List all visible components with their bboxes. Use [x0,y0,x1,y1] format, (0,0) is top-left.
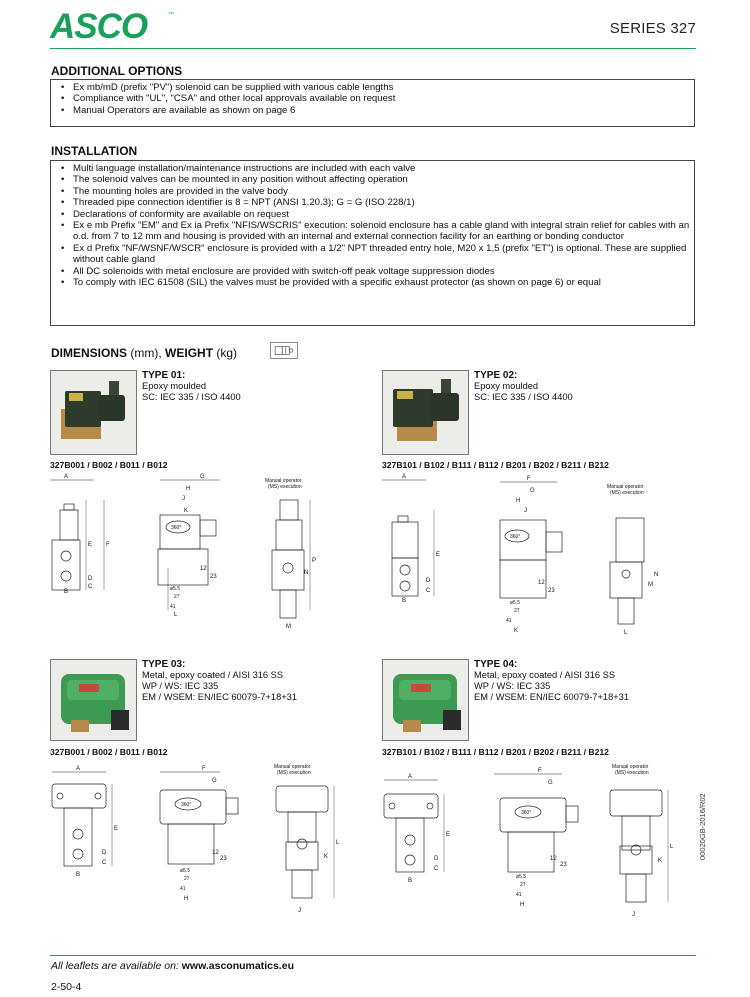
type-03-front-view [52,766,118,878]
svg-text:G: G [530,488,535,494]
svg-text:A: A [402,474,407,480]
footer-url[interactable]: www.asconumatics.eu [181,960,294,972]
list-item: • Declarations of conformity are available on request [59,209,694,220]
svg-text:360°: 360° [521,810,532,816]
svg-text:C: C [434,866,439,872]
type-01-info: TYPE 01: Epoxy moulded SC: IEC 335 / ISO 4400 [142,370,241,402]
svg-text:(MS) execution: (MS) execution [277,770,311,776]
svg-text:12: 12 [200,566,207,572]
svg-text:ø5.5: ø5.5 [516,874,527,880]
svg-text:H: H [516,498,521,504]
svg-text:(MS) execution: (MS) execution [610,490,644,496]
series-title: SERIES 327 [609,20,696,37]
installation-box [50,160,695,326]
svg-text:K: K [324,854,329,860]
type-03-models: 327B001 / B002 / B011 / B012 [50,747,168,757]
svg-text:27: 27 [514,608,520,614]
list-item: • Ex e mb Prefix "EM" and Ex ia Prefix "NFIS/WSCRIS" execution: solenoid enclosure has a cable gland with integral strain relief for cables with an o.d. from 7 to 12 mm and housing is provided with an internal and external connection facility for an earthing or bonding conductor [59,220,694,243]
type-02-info: TYPE 02: Epoxy moulded SC: IEC 335 / ISO 4400 [474,370,573,402]
svg-text:ø5.5: ø5.5 [170,586,181,592]
svg-text:L: L [336,840,340,846]
type-04-info: TYPE 04: Metal, epoxy coated / AISI 316 SS WP / WS: IEC 335 EM / WSEM: EN/IEC 60079-7+18+31 [474,659,630,702]
svg-text:G: G [200,474,205,480]
svg-text:23: 23 [548,588,555,594]
svg-text:B: B [402,598,407,604]
type-01-photo [50,370,137,455]
type-01-drawings [50,470,370,640]
list-item: • The mounting holes are provided in the valve body [59,186,694,197]
svg-text:41: 41 [180,886,186,892]
svg-text:H: H [520,902,525,908]
type-02-front-view [382,474,440,604]
svg-text:B: B [408,878,413,884]
svg-text:(MS) execution: (MS) execution [615,770,649,776]
list-item: • Ex mb/mD (prefix "PV") solenoid can be supplied with various cable lengths [59,82,694,93]
list-item: • Manual Operators are available as shown on page 6 [59,105,694,116]
svg-text:A: A [408,774,413,780]
list-item: • Ex d Prefix "NF/WSNF/WSCR" enclosure is provided with a 1/2" NPT threaded entry hole, M20 x 1,5 (prefix "ET") is optional. These are supplied without cable gland [59,243,694,266]
svg-text:J: J [524,508,527,514]
type-04-front-view [384,774,450,884]
type-02-photo [382,370,469,455]
svg-text:41: 41 [506,618,512,624]
svg-text:12: 12 [212,850,219,856]
list-item: • Threaded pipe connection identifier is 8 = NPT (ANSI 1.20.3); G = G (ISO 228/1) [59,197,694,208]
svg-text:360°: 360° [171,525,182,531]
svg-text:(MS) execution: (MS) execution [268,484,302,490]
svg-text:L: L [174,612,178,618]
svg-text:41: 41 [170,604,176,610]
svg-text:27: 27 [174,594,180,600]
type-01-front-view [50,474,110,595]
type-04-photo [382,659,469,741]
svg-text:ø5.5: ø5.5 [510,600,521,606]
footer-text: All leaflets are available on: www.asconumatics.eu [51,960,294,972]
type-02-models: 327B101 / B102 / B111 / B112 / B201 / B202 / B211 / B212 [382,460,609,470]
svg-text:K: K [514,628,519,634]
svg-text:N: N [654,572,659,578]
svg-text:G: G [548,780,553,786]
type-02-side-view [500,476,562,634]
svg-text:H: H [186,486,191,492]
page-number: 2-50-4 [51,981,82,993]
svg-text:23: 23 [560,862,567,868]
type-04-drawings [382,760,692,925]
type-04-models: 327B101 / B102 / B111 / B112 / B201 / B202 / B211 / B212 [382,747,609,757]
svg-text:ø5.5: ø5.5 [180,868,191,874]
type-03-manual-operator-view [274,764,340,914]
document-reference: 00020GB-2016/R02 [698,793,707,860]
svg-text:D: D [102,850,107,856]
svg-text:27: 27 [184,876,190,882]
svg-text:K: K [184,508,189,514]
svg-text:L: L [670,844,674,850]
svg-text:D: D [426,578,431,584]
dimensions-title: DIMENSIONS (mm), WEIGHT (kg) [51,346,238,360]
additional-options-title: ADDITIONAL OPTIONS [51,64,183,78]
type-04-side-view [494,768,578,908]
list-item: • Compliance with "UL", "CSA" and other local approvals available on request [59,93,694,104]
type-04-manual-operator-view [610,764,674,918]
footer-rule [50,955,696,956]
svg-text:23: 23 [210,574,217,580]
svg-text:N: N [304,570,309,576]
svg-text:C: C [102,860,107,866]
svg-text:P: P [312,558,317,564]
type-03-info: TYPE 03: Metal, epoxy coated / AISI 316 SS WP / WS: IEC 335 EM / WSEM: EN/IEC 60079-7+18+31 [142,659,298,702]
list-item: • The solenoid valves can be mounted in any position without affecting operation [59,174,694,185]
svg-text:F: F [538,768,542,774]
svg-text:™: ™ [168,12,174,18]
type-01-side-view [158,474,220,618]
list-item: • Multi language installation/maintenance instructions are included with each valve [59,163,694,174]
svg-text:B: B [64,589,69,595]
svg-text:Manual operator: Manual operator [607,484,644,490]
additional-options-box [50,79,695,127]
svg-text:23: 23 [220,856,227,862]
valve-symbol-icon [270,342,298,359]
type-02-drawings [382,470,682,640]
svg-text:C: C [88,584,93,590]
svg-text:K: K [658,858,663,864]
type-03-drawings [50,760,370,925]
svg-text:E: E [114,826,119,832]
svg-text:360°: 360° [181,802,192,808]
list-item: • All DC solenoids with metal enclosure are provided with switch-off peak voltage suppression diodes [59,266,694,277]
svg-text:E: E [88,542,93,548]
svg-text:360°: 360° [510,534,521,540]
type-01-manual-operator-view [265,478,316,630]
svg-text:J: J [632,912,635,918]
svg-text:M: M [286,624,291,630]
svg-text:D: D [434,856,439,862]
header-rule [50,48,696,49]
type-03-photo [50,659,137,741]
svg-text:G: G [212,778,217,784]
type-02-manual-operator-view [607,484,658,636]
svg-text:J: J [298,908,301,914]
svg-text:41: 41 [516,892,522,898]
svg-text:E: E [446,832,451,838]
svg-text:D: D [88,576,93,582]
svg-text:L: L [624,630,628,636]
svg-text:F: F [202,766,206,772]
svg-text:J: J [182,496,185,502]
svg-text:A: A [64,474,69,480]
svg-text:Manual operator: Manual operator [274,764,311,770]
installation-title: INSTALLATION [51,144,138,158]
svg-text:27: 27 [520,882,526,888]
svg-text:Manual operator: Manual operator [265,478,302,484]
svg-text:M: M [648,582,653,588]
svg-text:C: C [426,588,431,594]
svg-text:B: B [76,872,81,878]
svg-text:H: H [184,896,189,902]
asco-logo [50,8,178,42]
brand-text: ASCO [50,8,148,42]
svg-text:F: F [106,542,110,548]
type-03-side-view [160,766,238,902]
svg-text:E: E [436,552,441,558]
svg-text:Manual operator: Manual operator [612,764,649,770]
type-01-models: 327B001 / B002 / B011 / B012 [50,460,168,470]
svg-text:12: 12 [538,580,545,586]
list-item: • To comply with IEC 61508 (SIL) the valves must be provided with a specific exhaust protector (as shown on page 6) or equal [59,277,694,288]
svg-text:A: A [76,766,81,772]
svg-text:F: F [527,476,531,482]
svg-text:12: 12 [550,856,557,862]
